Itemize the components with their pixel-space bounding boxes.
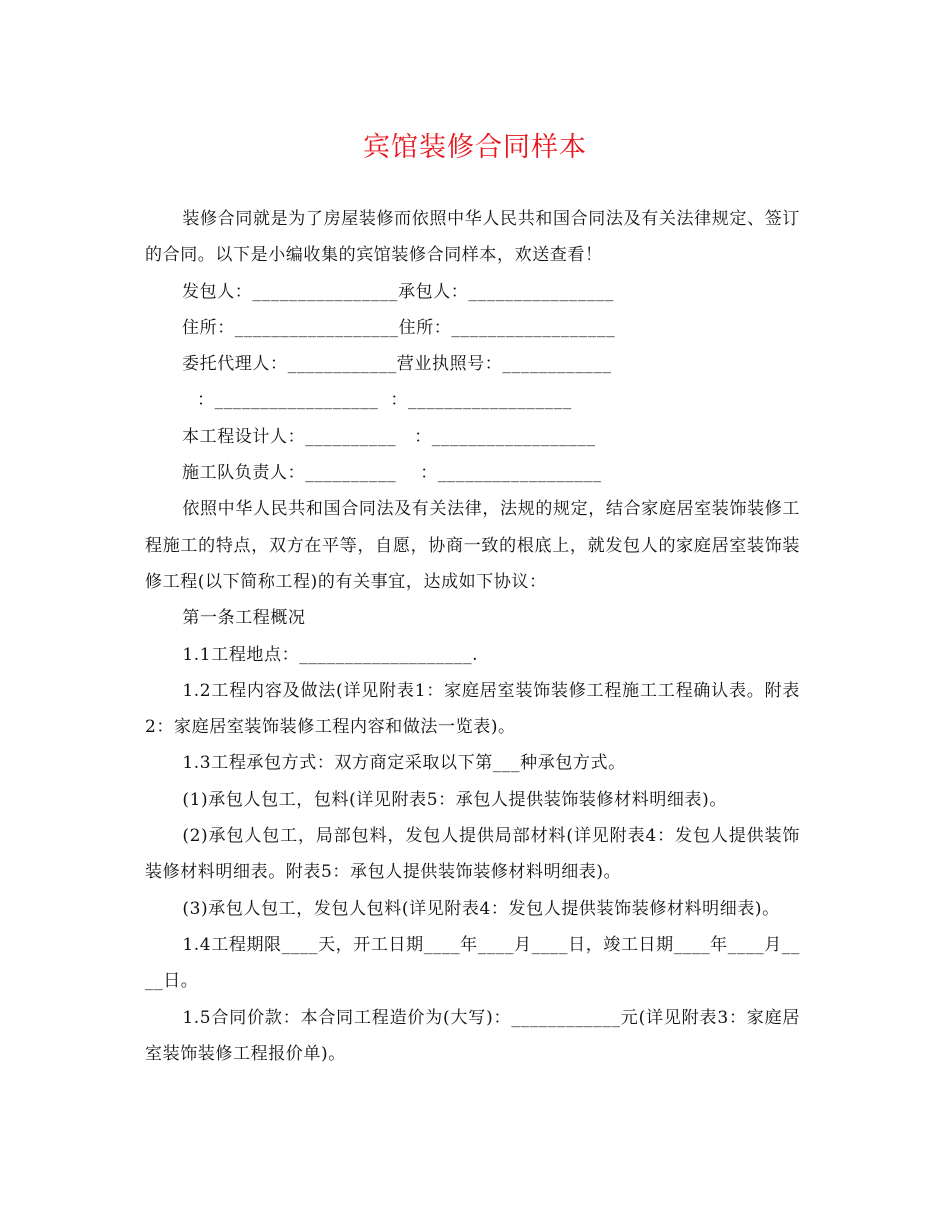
field-designer: 本工程设计人：__________ ：__________________ <box>182 426 596 447</box>
agreement-preamble: 依照中华人民共和国合同法及有关法律，法规的规定，结合家庭居室装饰装修工程施工的特点，双方在平等，自愿，协商一致的根底上，就发包人的家庭居室装饰装修工程(以下简称工程)的有关事宜，达成如下协议： <box>145 499 800 592</box>
clause-option-3: (3)承包人包工，发包人包料(详见附表4：发包人提供装饰装修材料明细表)。 <box>182 898 780 919</box>
document-title: 宾馆装修合同样本 <box>363 132 587 163</box>
clause-1-3: 1.3工程承包方式：双方商定采取以下第___种承包方式。 <box>182 753 626 774</box>
intro-paragraph: 装修合同就是为了房屋装修而依照中华人民共和国合同法及有关法律规定、签订的合同。以下是小编收集的宾馆装修合同样本，欢送查看！ <box>145 209 800 266</box>
clause-option-2: (2)承包人包工，局部包料，发包人提供局部材料(详见附表4：发包人提供装饰装修材料明细表。附表5：承包人提供装饰装修材料明细表)。 <box>145 826 800 883</box>
field-address: 住所：__________________住所：__________________ <box>182 317 616 338</box>
clause-option-1: (1)承包人包工，包料(详见附表5：承包人提供装饰装修材料明细表)。 <box>182 789 727 810</box>
field-team-leader: 施工队负责人：__________ ：__________________ <box>182 463 602 484</box>
clause-1-1: 1.1工程地点：___________________. <box>182 644 479 665</box>
field-client-contractor: 发包人：________________承包人：________________ <box>182 281 614 302</box>
field-blank-line: ：__________________ ：__________________ <box>197 390 572 411</box>
clause-1-5: 1.5合同价款：本合同工程造价为(大写)：____________元(详见附表3：家庭居室装饰装修工程报价单)。 <box>145 1007 800 1064</box>
clause-1-2: 1.2工程内容及做法(详见附表1：家庭居室装饰装修工程施工工程确认表。附表2：家庭居室装饰装修工程内容和做法一览表)。 <box>145 680 800 738</box>
article-one-heading: 第一条工程概况 <box>182 608 306 629</box>
document-body <box>145 201 800 1072</box>
clause-1-4: 1.4工程期限____天，开工日期____年____月____日，竣工日期____年____月____日。 <box>145 934 800 992</box>
field-agent-license: 委托代理人：____________营业执照号：____________ <box>182 354 612 375</box>
